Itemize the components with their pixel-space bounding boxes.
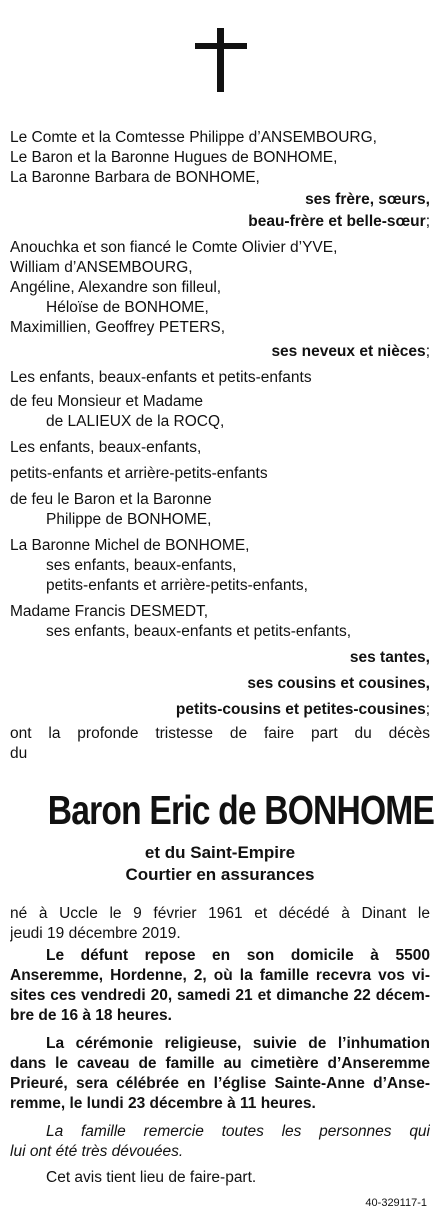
viewing-line: Anseremme, Hordenne, 2, où la famille recevra vos vi- bbox=[10, 967, 430, 984]
notice-line: Cet avis tient lieu de faire-part. bbox=[46, 1169, 257, 1186]
family-line: Le Baron et la Baronne Hugues de BONHOME, bbox=[10, 149, 338, 166]
family-line: La Baronne Barbara de BONHOME, bbox=[10, 169, 260, 186]
relative-line: ses enfants, beaux-enfants, bbox=[46, 557, 237, 574]
ceremony-line: remme, le lundi 23 décembre à 11 heures. bbox=[10, 1095, 316, 1112]
relative-line: Philippe de BONHOME, bbox=[46, 511, 212, 528]
deceased-profession: Courtier en assurances bbox=[125, 865, 315, 884]
relative-line: de feu le Baron et la Baronne bbox=[10, 491, 212, 508]
relative-line: de feu Monsieur et Madame bbox=[10, 393, 203, 410]
nephew-line: Anouchka et son fiancé le Comte Olivier d’YVE, bbox=[10, 239, 338, 256]
nephew-line: Héloïse de BONHOME, bbox=[46, 299, 209, 316]
relation-nephews: ses neveux et nièces; bbox=[271, 343, 430, 360]
relation-second-cousins: petits-cousins et petites-cousines; bbox=[175, 701, 430, 718]
relative-line: La Baronne Michel de BONHOME, bbox=[10, 537, 250, 554]
deceased-name: Baron Eric de BONHOME bbox=[47, 787, 435, 833]
birth-death-line: né à Uccle le 9 février 1961 et décédé à Dinant le bbox=[10, 905, 430, 922]
nephew-line: Angéline, Alexandre son filleul, bbox=[10, 279, 222, 296]
cross-icon bbox=[195, 28, 247, 92]
nephew-line: William d’ANSEMBOURG, bbox=[10, 259, 193, 276]
relative-line: Madame Francis DESMEDT, bbox=[10, 603, 209, 620]
family-line: Le Comte et la Comtesse Philippe d’ANSEMBOURG, bbox=[10, 129, 377, 146]
thanks-line: La famille remercie toutes les personnes qui bbox=[46, 1123, 430, 1140]
ceremony-line: Prieuré, sera célébrée en l’église Sainte-Anne d’Anse- bbox=[10, 1075, 430, 1092]
relative-line: de LALIEUX de la ROCQ, bbox=[46, 413, 225, 430]
thanks-line: lui ont été très dévouées. bbox=[10, 1143, 184, 1160]
announcement-line: du bbox=[10, 745, 28, 762]
deceased-title: et du Saint-Empire bbox=[144, 843, 296, 862]
relation-cousins: ses cousins et cousines, bbox=[247, 675, 430, 692]
ceremony-line: dans le caveau de famille au cimetière d’Anseremme bbox=[10, 1055, 430, 1072]
relation-aunts: ses tantes, bbox=[349, 649, 430, 666]
relative-line: Les enfants, beaux-enfants, bbox=[10, 439, 202, 456]
viewing-line: bre de 16 à 18 heures. bbox=[10, 1007, 172, 1024]
relative-line: Les enfants, beaux-enfants et petits-enfants bbox=[10, 369, 312, 386]
relation-siblings: ses frère, sœurs, bbox=[305, 191, 430, 208]
reference-number: 40-329117-1 bbox=[365, 1197, 427, 1209]
relative-line: petits-enfants et arrière-petits-enfants bbox=[10, 465, 268, 482]
viewing-line: sites ces vendredi 20, samedi 21 et dimanche 22 décem- bbox=[10, 987, 430, 1004]
relation-in-laws: beau-frère et belle-sœur; bbox=[248, 213, 430, 230]
nephew-line: Maximillien, Geoffrey PETERS, bbox=[10, 319, 226, 336]
announcement-line: ont la profonde tristesse de faire part du décès bbox=[10, 725, 430, 742]
ceremony-line: La cérémonie religieuse, suivie de l’inhumation bbox=[46, 1035, 430, 1052]
relative-line: ses enfants, beaux-enfants et petits-enfants, bbox=[46, 623, 352, 640]
viewing-line: Le défunt repose en son domicile à 5500 bbox=[46, 947, 430, 964]
birth-death-line: jeudi 19 décembre 2019. bbox=[10, 925, 181, 942]
relative-line: petits-enfants et arrière-petits-enfants, bbox=[46, 577, 308, 594]
